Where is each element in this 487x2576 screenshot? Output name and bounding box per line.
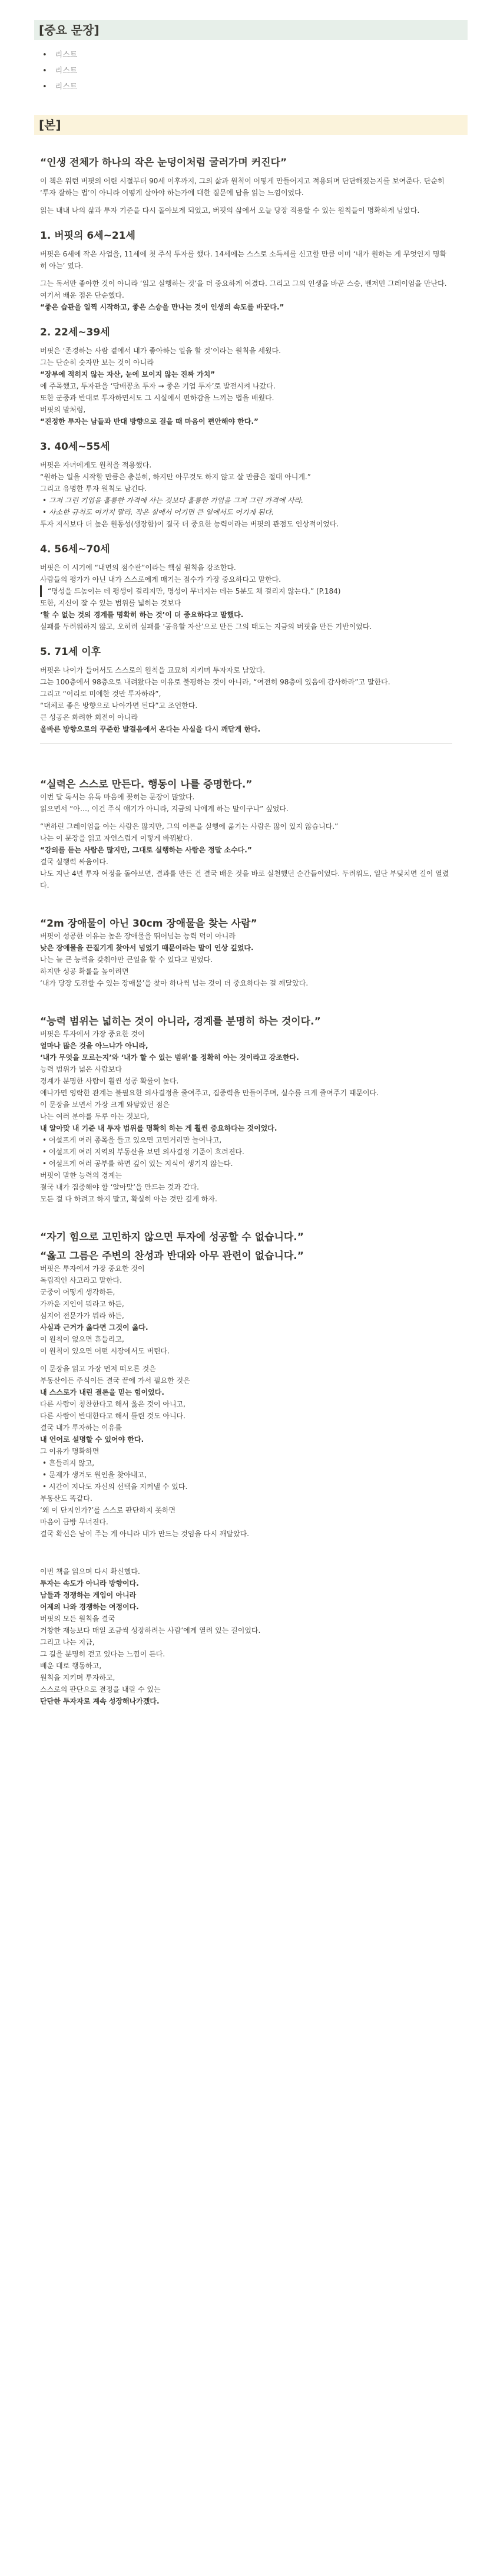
text-line: 이 원칙이 없으면 흔들리고, xyxy=(40,1335,124,1343)
list-item: • 그저 그런 기업을 훌륭한 가격에 사는 것보다 훌륭한 기업을 그저 그런 가격에 사라. xyxy=(40,495,452,506)
text-line: 사실과 근거가 옳다면 그것이 옳다. xyxy=(40,1323,148,1332)
text-line: 이 문장을 보면서 가장 크게 와닿았던 점은 xyxy=(40,1101,170,1109)
list-item: • 리스트 xyxy=(42,79,77,95)
reflection-subtitle: “옳고 그름은 주변의 찬성과 반대와 아무 관련이 없습니다.” xyxy=(40,1250,304,1262)
text-line: 단단한 투자자로 계속 성장해나가겠다. xyxy=(40,1697,160,1705)
list-item: • 문제가 생겨도 원인을 찾아내고, xyxy=(40,1469,452,1481)
text-line: 결국 확신은 남이 주는 게 아니라 내가 만드는 것임을 다시 깨달았다. xyxy=(40,1530,249,1538)
text-line: 내 알아맞 내 기준 내 투자 범위를 명확히 하는 게 훨씬 중요하다는 것이었다. xyxy=(40,1124,277,1132)
text-line: 심지어 전문가가 뭐라 하든, xyxy=(40,1312,124,1320)
text-line: 나도 지난 4년 투자 여정을 돌아보면, 결과를 만든 건 결국 배운 것을 바로 실천했던 순간들이었다. 두려워도, 일단 부딪치면 길이 열렸다. xyxy=(40,869,449,890)
text-line: 그는 100층에서 98층으로 내려왔다는 이유로 불평하는 것이 아니라, “여전히 98층에 있음에 감사하라”고 말한다. xyxy=(40,678,390,686)
text-line: “좋은 습관을 일찍 시작하고, 좋은 스승을 만나는 것이 인생의 속도를 바꾼다.” xyxy=(40,303,284,311)
text-line: 나는 이 문장을 읽고 자연스럽게 이렇게 바꿔봤다. xyxy=(40,834,193,842)
intro-paragraph: 이 책은 워런 버핏의 어린 시절부터 90세 이후까지, 그의 삶과 원칙이 어떻게 만들어지고 적용되며 단단해졌는지를 보여준다. 단순히 ‘투자 잘하는 법’이 아니라 어떻게 살아야 하는가에 대한 질문에 답을 읽는 느낌이었다. xyxy=(40,177,445,197)
text-line: 원칙을 지키며 투자하고, xyxy=(40,1674,115,1682)
text-line: 버핏은 나이가 들어서도 스스로의 원칙을 교묘히 지키며 투자자로 남았다. xyxy=(40,666,266,674)
text-line: 버핏의 말처럼, xyxy=(40,406,86,414)
text-line: 결국 실행력 싸움이다. xyxy=(40,858,108,866)
quote-block: “명성을 드높이는 데 평생이 걸리지만, 명성이 무너지는 데는 5분도 채 걸리지 않는다.” (P.184) xyxy=(40,585,452,597)
text-line: 버핏의 모든 원칙을 결국 xyxy=(40,1615,115,1623)
text-line: 또한, 지신이 잘 수 있는 범위를 넓히는 것보다 xyxy=(40,599,181,607)
text-line: 내 스스로가 내린 결론을 믿는 힘이었다. xyxy=(40,1388,164,1396)
body-content xyxy=(40,156,452,1707)
text-line: 버핏은 자녀에게도 원칙을 적용했다. xyxy=(40,461,152,469)
list-item: • 어설프게 여러 지역의 부동산을 보면 의사결정 기준이 흐려진다. xyxy=(40,1146,452,1158)
list-item: • 사소한 규칙도 여기지 말라. 작은 실에서 어기면 큰 일에서도 어기게 된다. xyxy=(40,506,452,518)
text-line: 부동산도 똑같다. xyxy=(40,1494,92,1503)
text-line: 큰 성공은 화려한 회전이 아니라 xyxy=(40,713,138,722)
text-line: 나는 늘 큰 능력을 갖춰야만 큰일을 할 수 있다고 믿었다. xyxy=(40,956,213,964)
text-line: “강의를 듣는 사람은 많지만, 그대로 실행하는 사람은 정말 소수다.” xyxy=(40,846,252,854)
list-item: • 리스트 xyxy=(42,63,77,79)
list-item: • 어설프게 여러 종목을 들고 있으면 고민거리만 늘어나고, xyxy=(40,1134,452,1146)
reflection-title: “실력은 스스로 만든다. 행동이 나를 증명한다.” xyxy=(40,779,253,790)
text-line: 경계가 분명한 사람이 훨씬 성공 확률이 높다. xyxy=(40,1077,179,1085)
text-line: 투자 지식보다 더 높은 원동성(생장함)이 결국 더 중요한 능력이라는 버핏의 관점도 인상적이었다. xyxy=(40,520,339,528)
text-line: 그 길을 분명히 걷고 있다는 느낌이 든다. xyxy=(40,1650,165,1658)
text-line: “원하는 일을 시작할 만큼은 충분히, 하지만 아무것도 하지 않고 살 만큼은 절대 아니게.” xyxy=(40,473,311,481)
text-line: 에 주목했고, 투자관을 ‘담배꽁초 투자 → 좋은 기업 투자’로 발전시켜 나갔다. xyxy=(40,382,276,390)
text-line: 이 문장을 읽고 가장 먼저 떠오른 것은 xyxy=(40,1365,156,1373)
body-header: [본] xyxy=(34,115,468,135)
text-line: 능력 범위가 넓은 사람보다 xyxy=(40,1065,122,1073)
text-line: 결국 내가 집중해야 할 ‘알아맞’을 만드는 것과 같다. xyxy=(40,1183,199,1191)
reflection-title: “능력 범위는 넓히는 것이 아니라, 경계를 분명히 하는 것이다.” xyxy=(40,1016,321,1027)
list-item: • 시간이 지나도 자신의 선택을 지켜낼 수 있다. xyxy=(40,1481,452,1493)
bullet-list xyxy=(42,47,77,95)
text-line: ‘내가 무엇을 모르는지’와 ‘내가 할 수 있는 범위’를 정확히 아는 것이라고 강조한다. xyxy=(40,1053,299,1062)
reflection-title: “자기 힘으로 고민하지 않으면 투자에 성공할 수 없습니다.” xyxy=(40,1231,304,1243)
text-line: 결국 내가 투자하는 이유를 xyxy=(40,1424,122,1432)
text-line: 실패를 두려워하지 않고, 오히려 실패를 ‘공유할 자산’으로 만든 그의 태도는 지금의 버핏을 만든 기반이었다. xyxy=(40,622,372,631)
text-line: 그는 단순히 숫자만 보는 것이 아니라 xyxy=(40,358,154,367)
text-line: 다른 사람이 반대한다고 해서 틀린 것도 아니다. xyxy=(40,1412,185,1420)
section-heading: 3. 40세~55세 xyxy=(40,441,110,453)
text-line: 버핏은 투자에서 가장 중요한 것이 xyxy=(40,1030,145,1038)
list-item: • 리스트 xyxy=(42,47,77,63)
text-line: 거창한 재능보다 매일 조금씩 성장하려는 사람’에게 열려 있는 길이었다. xyxy=(40,1626,261,1635)
section-heading: 2. 22세~39세 xyxy=(40,327,110,338)
section-heading: 5. 71세 이후 xyxy=(40,646,101,658)
text-line: 내 언어로 설명할 수 있어야 한다. xyxy=(40,1435,144,1444)
text-line: 어제의 나와 경쟁하는 여정이다. xyxy=(40,1603,139,1611)
text-line: 버핏은 투자에서 가장 중요한 것이 xyxy=(40,1264,145,1273)
text-line: 가까운 지인이 뭐라고 하든, xyxy=(40,1300,124,1308)
text-line: 버핏이 말한 능력의 경계는 xyxy=(40,1171,122,1180)
text-line: “대체로 좋은 방향으로 나아가면 된다”고 조언한다. xyxy=(40,701,198,710)
divider xyxy=(40,743,452,744)
text-line: 버핏은 ‘존경하는 사람 곁에서 내가 좋아하는 일을 할 것’이라는 원칙을 세웠다. xyxy=(40,347,281,355)
text-line: 읽으면서 “아…, 이건 주식 얘기가 아니라, 지금의 나에게 하는 말이구나” 싶었다. xyxy=(40,805,289,813)
text-line: 그 이유가 명확하면 xyxy=(40,1447,100,1455)
text-line: 마음이 금방 무너진다. xyxy=(40,1518,108,1526)
intro-paragraph: 읽는 내내 나의 삶과 투자 기준을 다시 돌아보게 되었고, 버핏의 삶에서 오늘 당장 적용할 수 있는 원칙들이 명확하게 남았다. xyxy=(40,206,420,215)
text-line: 다른 사람이 칭찬한다고 해서 옳은 것이 아니고, xyxy=(40,1400,185,1408)
text-line: 이번 책을 읽으며 다시 확신했다. xyxy=(40,1567,140,1576)
text-line: 군중이 어떻게 생각하든, xyxy=(40,1288,115,1296)
text-line: “장부에 적히지 않는 자산, 눈에 보이지 않는 진짜 가치” xyxy=(40,370,216,378)
text-line: 남들과 경쟁하는 게임이 아니라 xyxy=(40,1591,137,1599)
text-line: 그리고 나는 지금, xyxy=(40,1638,95,1646)
text-line: 이 원칙이 있으면 어떤 시장에서도 버틴다. xyxy=(40,1347,170,1355)
text-line: 하지만 성공 확률을 높이려면 xyxy=(40,967,129,976)
text-line: 낮은 장애물을 끈질기게 찾아서 넘었기 때문이라는 말이 인상 깊었다. xyxy=(40,944,254,952)
section-heading: 1. 버핏의 6세~21세 xyxy=(40,230,135,242)
text-line: ‘왜 이 단지인가?’를 스스로 판단하지 못하면 xyxy=(40,1506,176,1514)
text-line: 여기서 배운 점은 단순했다. xyxy=(40,291,124,299)
text-line: ‘내가 당장 도전할 수 있는 장애물’을 찾아 하나씩 넘는 것이 더 중요하다는 걸 깨달았다. xyxy=(40,979,309,987)
text-line: 그리고 “어리로 미에한 것만 투자하라”, xyxy=(40,690,161,698)
text-line: 애나가면 영락한 관계는 불필요한 의사결정을 줄여주고, 집중력을 만들어주며, 실수를 크게 줄여주기 때문이다. xyxy=(40,1089,379,1097)
list-item: • 어설프게 여러 공부를 하면 깊이 있는 지식이 생기지 않는다. xyxy=(40,1158,452,1170)
text-line: 얼마나 많은 것을 아느냐가 아니라, xyxy=(40,1042,148,1050)
text-line: “변하린 그레이엄을 아는 사람은 많지만, 그의 이론을 실행에 옮기는 사람은 많이 있지 않습니다.” xyxy=(40,822,339,831)
text-line: ‘할 수 없는 것의 경계를 명확히 하는 것’이 더 중요하다고 말했다. xyxy=(40,611,244,619)
text-line: 또한 군중과 반대로 투자하면서도 그 시실에서 편하감을 느끼는 법을 배웠다. xyxy=(40,394,274,402)
text-line: 이번 달 독서는 유독 마음에 꽂히는 문장이 많았다. xyxy=(40,793,195,801)
text-line: 스스로의 판단으로 결정을 내릴 수 있는 xyxy=(40,1685,161,1694)
text-line: 배운 대로 행동하고, xyxy=(40,1662,102,1670)
reflection-title: “2m 장애물이 아닌 30cm 장애물을 찾는 사람” xyxy=(40,918,257,930)
intro-quote: “인생 전체가 하나의 작은 눈덩이처럼 굴러가며 커진다” xyxy=(40,157,287,169)
text-line: 버핏이 성공한 이유는 높은 장애물을 뛰어넘는 능력 덕이 아니라 xyxy=(40,932,236,940)
text-line: 투자는 속도가 아니라 방향이다. xyxy=(40,1579,139,1587)
text-line: 부동산이든 주식이든 결국 끝에 가서 필요한 것은 xyxy=(40,1376,190,1385)
text-line: 버핏은 이 시기에 “내면의 점수판”이라는 핵심 원칙을 강조한다. xyxy=(40,564,236,572)
text-line: 올바른 방향으로의 꾸준한 발걸음에서 온다는 사실을 다시 깨닫게 한다. xyxy=(40,725,261,733)
list-item: • 흔들리지 않고, xyxy=(40,1457,452,1469)
text-line: “진정한 투자는 남들과 반대 방향으로 걸을 때 마음이 편안해야 한다.” xyxy=(40,417,259,426)
text-line: 버핏은 6세에 작은 사업을, 11세에 첫 주식 투자를 했다. 14세에는 스스로 소득세를 신고할 만큼 이미 ‘내가 원하는 게 무엇인지 명확히 아는’ 였다. xyxy=(40,250,447,270)
text-line: 나는 여러 분야를 두루 아는 것보다, xyxy=(40,1112,150,1121)
text-line: 그는 독서만 좋아한 것이 아니라 ‘읽고 실행하는 것’을 더 중요하게 여겼다. 그리고 그의 인생을 바꾼 스승, 벤저민 그레이엄을 만난다. xyxy=(40,279,447,288)
text-line: 그리고 유명한 투자 원칙도 남긴다. xyxy=(40,485,147,493)
text-line: 독립적인 사고라고 말한다. xyxy=(40,1276,122,1284)
text-line: 모든 걸 다 하려고 하지 말고, 확실히 아는 것만 깊게 하자. xyxy=(40,1195,217,1203)
text-line: 사람들의 평가가 아닌 내가 스스로에게 매기는 점수가 가장 중요하다고 말한다. xyxy=(40,575,281,584)
section-heading: 4. 56세~70세 xyxy=(40,543,110,555)
important-sentences-header: [중요 문장] xyxy=(34,20,468,40)
